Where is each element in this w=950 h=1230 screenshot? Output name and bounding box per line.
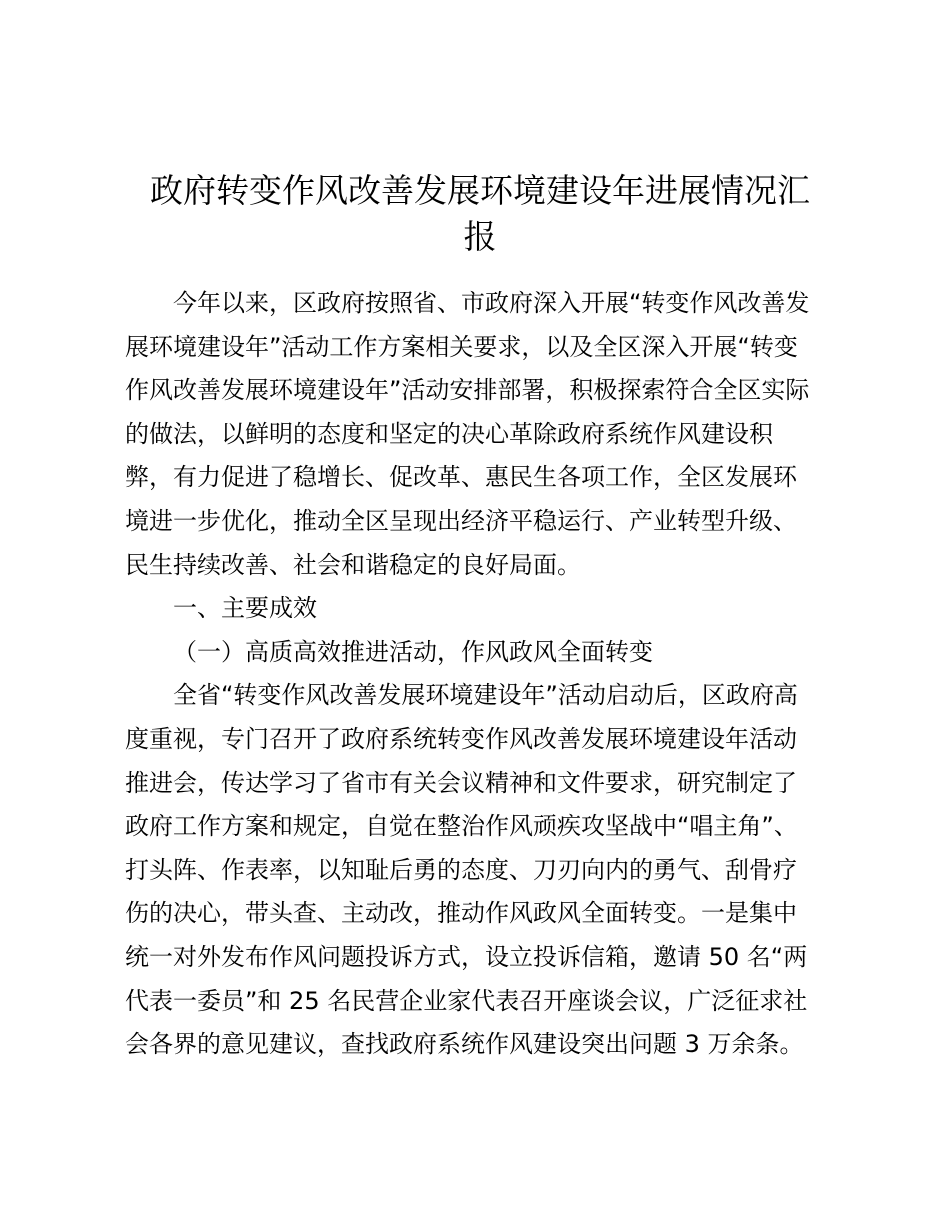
paragraph-line: 今年以来，区政府按照省、市政府深入开展“转变作风改善发 [173,289,810,317]
section-heading [125,587,835,631]
paragraph-line: 全省“转变作风改善发展环境建设年”活动启动后，区政府高 [173,681,798,710]
heading-line: （一）高质高效推进活动，作风政风全面转变 [173,637,653,666]
paragraph-line: 政府工作方案和规定，自觉在整治作风顽疾攻坚战中“唱主角”、 [125,812,798,841]
paragraph-intro [125,282,835,587]
paragraph-line: 作风改善发展环境建设年”活动安排部署，积极探索符合全区实际 [125,376,810,405]
document-title [125,168,835,260]
paragraph-line: 打头阵、作表率，以知耻后勇的态度、刀刃向内的勇气、刮骨疗 [125,855,797,884]
paragraph-line: 会各界的意见建议，查找政府系统作风建设突出问题 3 万余条。 [125,1030,804,1059]
heading-line: 一、主要成效 [173,594,317,623]
title-line: 报 [463,217,497,256]
paragraph-line: 民生持续改善、社会和谐稳定的良好局面。 [125,550,581,579]
paragraph-line: 统一对外发布作风问题投诉方式，设立投诉信箱，邀请 50 名“两 [125,942,808,971]
paragraph-line: 伤的决心，带头查、主动改，推动作风政风全面转变。一是集中 [125,899,797,928]
paragraph-line: 度重视，专门召开了政府系统转变作风改善发展环境建设年活动 [125,724,797,753]
paragraph-line: 弊，有力促进了稳增长、促改革、惠民生各项工作，全区发展环 [125,463,797,492]
document-body [125,282,835,1067]
paragraph-line: 展环境建设年”活动工作方案相关要求，以及全区深入开展“转变 [125,332,798,361]
paragraph-line: 推进会，传达学习了省市有关会议精神和文件要求，研究制定了 [125,768,797,797]
paragraph-line: 境进一步优化，推动全区呈现出经济平稳运行、产业转型升级、 [125,506,797,535]
paragraph-body [125,674,835,1066]
title-line: 政府转变作风改善发展环境建设年进展情况汇 [150,171,810,210]
paragraph-line: 的做法，以鲜明的态度和坚定的决心革除政府系统作风建设积 [125,419,773,448]
paragraph-line: 代表一委员”和 25 名民营企业家代表召开座谈会议，广泛征求社 [125,986,808,1015]
subsection-heading [125,631,835,675]
